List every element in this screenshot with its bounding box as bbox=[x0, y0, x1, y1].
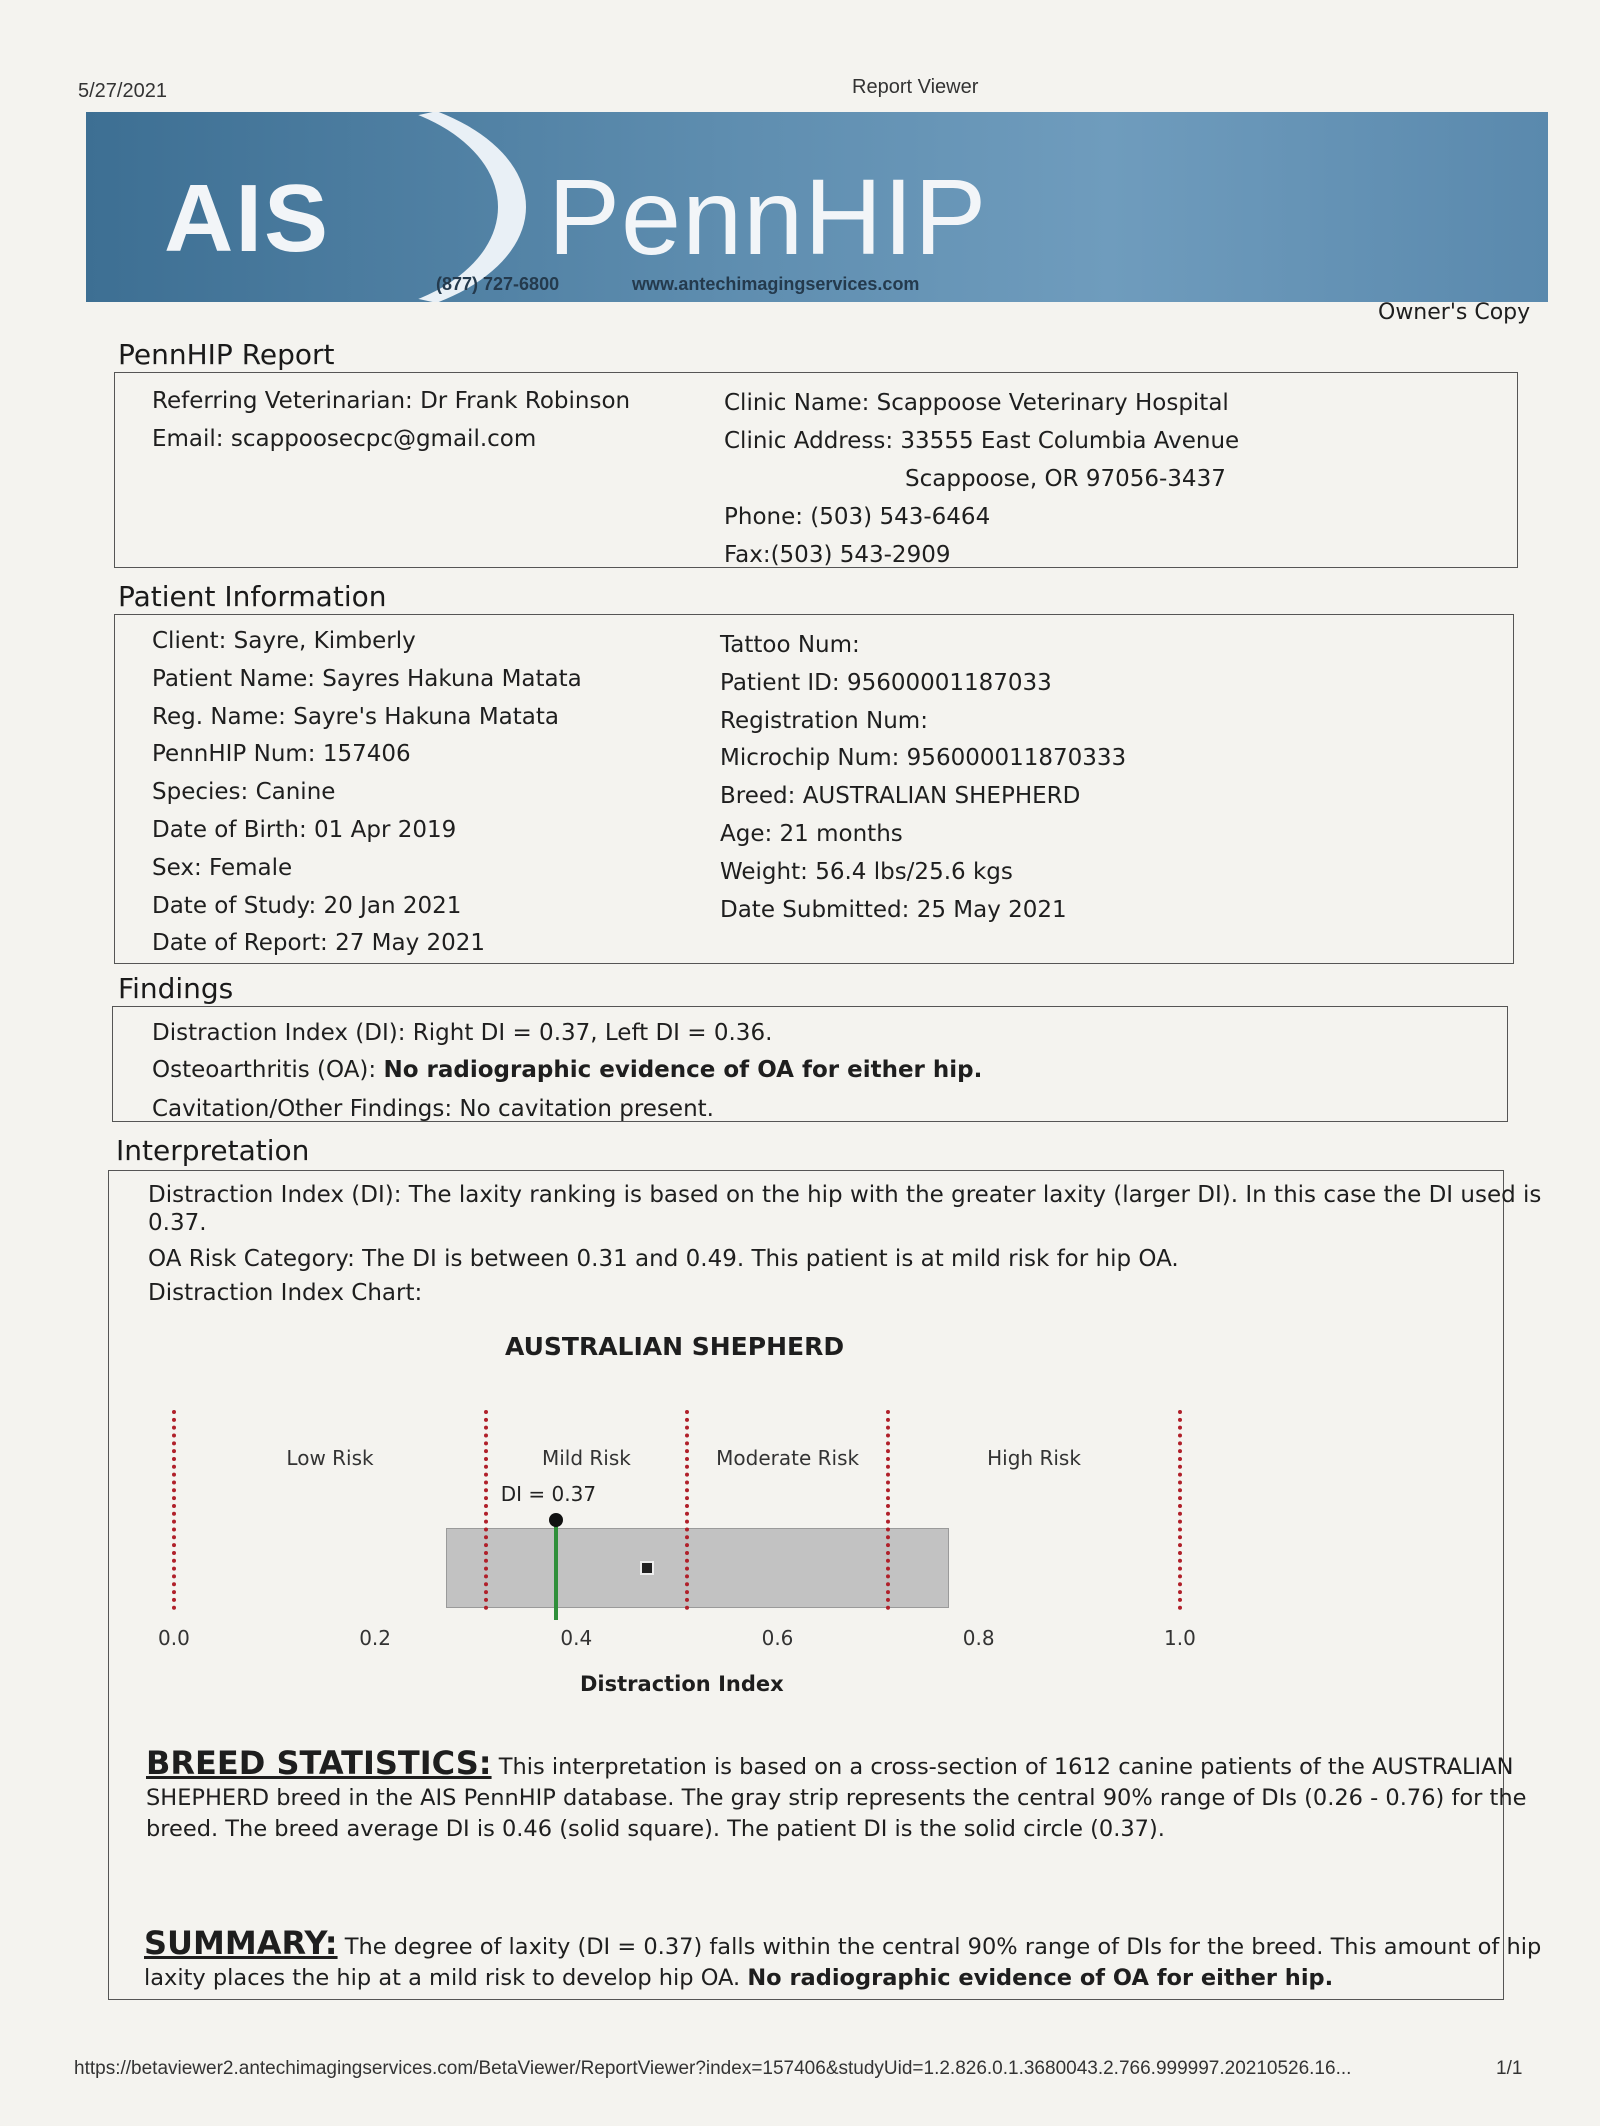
risk-boundary-line-4 bbox=[1178, 1410, 1182, 1610]
interp-chart-label: Distraction Index Chart: bbox=[148, 1280, 423, 1306]
clinic-city: Scappoose, OR 97056-3437 bbox=[905, 466, 1226, 492]
pennhip-logo-text: PennHIP bbox=[548, 156, 988, 277]
patient-pennhip-num: PennHIP Num: 157406 bbox=[152, 741, 411, 768]
chart-x-axis-label: Distraction Index bbox=[580, 1672, 784, 1696]
interp-di-line1: Distraction Index (DI): The laxity ranking is based on the hip with the greater laxity (larger DI). In this case the DI used is bbox=[148, 1182, 1542, 1208]
breed-average-marker bbox=[640, 1561, 654, 1575]
summary bbox=[144, 1924, 1542, 1994]
patient-tattoo-num: Tattoo Num: bbox=[720, 632, 860, 658]
findings-di: Distraction Index (DI): Right DI = 0.37, Left DI = 0.36. bbox=[152, 1020, 773, 1046]
patient-date-of-study: Date of Study: 20 Jan 2021 bbox=[152, 892, 462, 919]
patient-reg-name: Reg. Name: Sayre's Hakuna Matata bbox=[152, 703, 559, 730]
clinic-phone: Phone: (503) 543-6464 bbox=[724, 504, 991, 530]
risk-zone-label-4: High Risk bbox=[987, 1446, 1081, 1470]
copy-label: Owner's Copy bbox=[1378, 300, 1531, 325]
interpretation-section-title: Interpretation bbox=[116, 1134, 310, 1167]
findings-oa-value: No radiographic evidence of OA for either hip. bbox=[383, 1057, 983, 1083]
patient-client: Client: Sayre, Kimberly bbox=[152, 628, 416, 654]
ais-logo-text: AIS bbox=[164, 165, 331, 272]
patient-sex: Sex: Female bbox=[152, 854, 293, 881]
patient-di-line bbox=[554, 1520, 558, 1620]
clinic-address: Clinic Address: 33555 East Columbia Avenue bbox=[724, 428, 1240, 454]
patient-registration-num: Registration Num: bbox=[720, 707, 928, 734]
footer-page: 1/1 bbox=[1496, 2058, 1523, 2079]
breed-statistics bbox=[146, 1744, 1527, 1845]
patient-right-column bbox=[720, 632, 1126, 934]
patient-date-of-report: Date of Report: 27 May 2021 bbox=[152, 930, 486, 957]
summary-line2-a: laxity places the hip at a mild risk to develop hip OA. bbox=[144, 1965, 748, 1991]
patient-di-marker bbox=[549, 1513, 563, 1527]
referring-vet: Referring Veterinarian: Dr Frank Robinson bbox=[152, 388, 631, 414]
banner-phone: (877) 727-6800 bbox=[436, 274, 560, 294]
breed-range-strip bbox=[446, 1528, 949, 1608]
patient-date-submitted: Date Submitted: 25 May 2021 bbox=[720, 896, 1067, 923]
x-tick-0.2: 0.2 bbox=[359, 1626, 391, 1650]
breed-stats-line3: breed. The breed average DI is 0.46 (solid square). The patient DI is the solid circle (0.37). bbox=[146, 1816, 1165, 1842]
patient-name: Patient Name: Sayres Hakuna Matata bbox=[152, 665, 582, 692]
interp-risk: OA Risk Category: The DI is between 0.31 and 0.49. This patient is at mild risk for hip OA. bbox=[148, 1246, 1179, 1272]
patient-microchip-num: Microchip Num: 956000011870333 bbox=[720, 745, 1127, 772]
patient-id: Patient ID: 95600001187033 bbox=[720, 669, 1052, 696]
viewer-title: Report Viewer bbox=[852, 76, 979, 98]
x-tick-0.8: 0.8 bbox=[962, 1626, 995, 1650]
x-tick-0.4: 0.4 bbox=[560, 1626, 593, 1650]
clinic-fax: Fax:(503) 543-2909 bbox=[724, 542, 951, 568]
risk-zone-label-3: Moderate Risk bbox=[716, 1446, 860, 1470]
risk-boundary-line-1 bbox=[484, 1410, 488, 1610]
findings-section-title: Findings bbox=[118, 972, 234, 1005]
clinic-name: Clinic Name: Scappoose Veterinary Hospital bbox=[724, 390, 1229, 416]
chart-plot-area bbox=[140, 1320, 1240, 1710]
patient-dob: Date of Birth: 01 Apr 2019 bbox=[152, 816, 457, 843]
ais-pennhip-banner bbox=[86, 112, 1548, 302]
footer-url: https://betaviewer2.antechimagingservices.com/BetaViewer/ReportViewer?index=157406&studyUid=1.2.826.0.1.3680043.2.766.999997.20210526.16... bbox=[74, 2058, 1352, 2079]
clinic-email: Email: scappoosecpc@gmail.com bbox=[152, 426, 537, 452]
x-tick-1.0: 1.0 bbox=[1164, 1626, 1196, 1650]
di-chart bbox=[140, 1320, 1240, 1710]
risk-boundary-line-2 bbox=[685, 1410, 689, 1610]
findings-cavitation: Cavitation/Other Findings: No cavitation present. bbox=[152, 1096, 714, 1122]
banner-website: www.antechimagingservices.com bbox=[632, 274, 920, 294]
patient-age: Age: 21 months bbox=[720, 820, 903, 847]
breed-stats-heading: BREED STATISTICS: bbox=[146, 1744, 492, 1782]
summary-heading: SUMMARY: bbox=[144, 1924, 338, 1962]
patient-di-label: DI = 0.37 bbox=[500, 1482, 597, 1506]
summary-line2-b: No radiographic evidence of OA for either hip. bbox=[747, 1965, 1334, 1991]
x-tick-0.0: 0.0 bbox=[158, 1626, 190, 1650]
breed-stats-line1: This interpretation is based on a cross-section of 1612 canine patients of the AUSTRALIAN bbox=[498, 1754, 1514, 1780]
risk-boundary-line-0 bbox=[172, 1410, 176, 1610]
breed-stats-line2: SHEPHERD breed in the AIS PennHIP database. The gray strip represents the central 90% range of DIs (0.26 - 0.76) for the bbox=[146, 1785, 1527, 1811]
interp-di-line2: 0.37. bbox=[148, 1210, 207, 1236]
report-section-title: PennHIP Report bbox=[118, 338, 335, 371]
patient-section-title: Patient Information bbox=[118, 580, 387, 613]
patient-left-column bbox=[152, 628, 582, 968]
findings-oa-label: Osteoarthritis (OA): bbox=[152, 1057, 384, 1083]
patient-weight: Weight: 56.4 lbs/25.6 kgs bbox=[720, 858, 1013, 885]
risk-boundary-line-3 bbox=[886, 1410, 890, 1610]
patient-breed: Breed: AUSTRALIAN SHEPHERD bbox=[720, 783, 1081, 810]
findings-oa bbox=[152, 1057, 982, 1083]
risk-zone-label-2: Mild Risk bbox=[541, 1446, 631, 1470]
x-tick-0.6: 0.6 bbox=[761, 1626, 794, 1650]
patient-species: Species: Canine bbox=[152, 779, 336, 806]
print-date: 5/27/2021 bbox=[78, 80, 167, 102]
chart-title: AUSTRALIAN SHEPHERD bbox=[505, 1332, 845, 1361]
risk-zone-label-1: Low Risk bbox=[286, 1446, 374, 1470]
summary-line1: The degree of laxity (DI = 0.37) falls within the central 90% range of DIs for the breed. This amount of hip bbox=[344, 1934, 1542, 1960]
